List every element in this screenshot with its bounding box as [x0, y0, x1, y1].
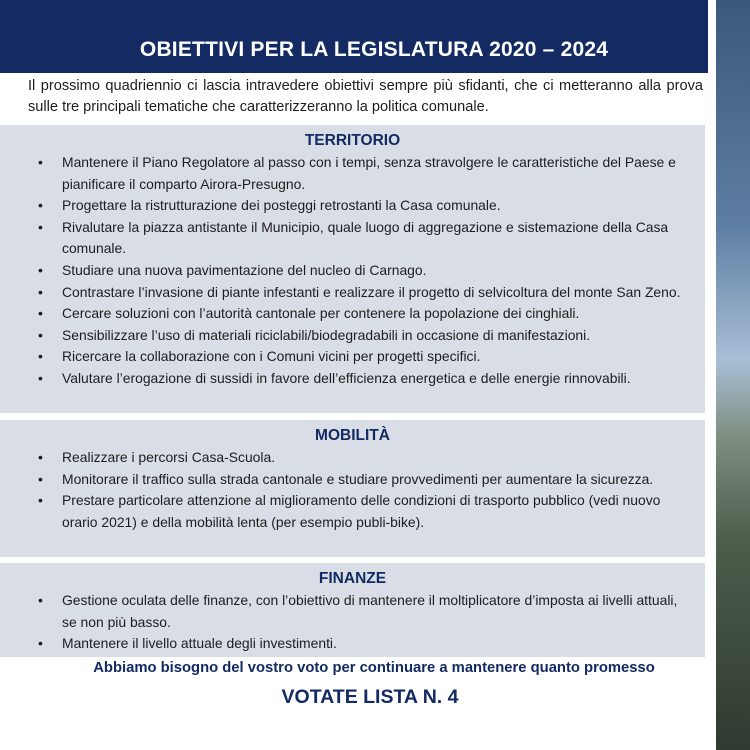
intro-paragraph: Il prossimo quadriennio ci lascia intravedere obiettivi sempre più sfidanti, che ci metteranno alla prova sulle tre principali tematiche che caratterizzeranno la politica comunale. [28, 78, 703, 115]
photo-strip [708, 0, 750, 750]
list-item: • Realizzare i percorsi Casa-Scuola. [38, 447, 695, 469]
section-finanze [0, 563, 705, 657]
closing-statement: Abbiamo bisogno del vostro voto per continuare a mantenere quanto promesso [93, 660, 655, 676]
list-item: • Studiare una nuova pavimentazione del nucleo di Carnago. [38, 260, 695, 282]
section-title-finanze: FINANZE [318, 570, 387, 587]
section-title-mobilita: MOBILITÀ [315, 427, 390, 444]
strip-gap [708, 0, 716, 750]
list-item: • Gestione oculata delle finanze, con l’obiettivo di mantenere il moltiplicatore d’imposta ai livelli attuali, se non più basso. [38, 590, 695, 633]
territorio-list [0, 152, 705, 390]
finanze-list [0, 590, 705, 655]
list-item: • Sensibilizzare l’uso di materiali riciclabili/biodegradabili in occasione di manifestazioni. [38, 325, 695, 347]
section-mobilita [0, 420, 705, 557]
list-item: • Prestare particolare attenzione al miglioramento delle condizioni di trasporto pubblico (vedi nuovo orario 2021) e della mobilità lenta (per esempio publi-bike). [38, 490, 695, 533]
header-band [0, 0, 708, 73]
list-item: • Mantenere il Piano Regolatore al passo con i tempi, senza stravolgere le caratteristiche del Paese e pianificare il comparto Airora-Presugno. [38, 152, 695, 195]
list-item: • Monitorare il traffico sulla strada cantonale e studiare provvedimenti per aumentare la sicurezza. [38, 469, 695, 491]
section-title-territorio: TERRITORIO [304, 132, 401, 149]
list-item: • Valutare l’erogazione di sussidi in favore dell’efficienza energetica e delle energie rinnovabili. [38, 368, 695, 390]
section-territorio [0, 125, 705, 413]
list-item: • Rivalutare la piazza antistante il Municipio, quale luogo di aggregazione e sistemazione della Casa comunale. [38, 217, 695, 260]
list-item: • Mantenere il livello attuale degli investimenti. [38, 633, 695, 655]
list-item: • Ricercare la collaborazione con i Comuni vicini per progetti specifici. [38, 346, 695, 368]
page-title: OBIETTIVI PER LA LEGISLATURA 2020 – 2024 [139, 38, 609, 61]
list-item: • Contrastare l’invasione di piante infestanti e realizzare il progetto di selvicoltura del monte San Zeno. [38, 282, 695, 304]
list-item: • Progettare la ristrutturazione dei posteggi retrostanti la Casa comunale. [38, 195, 695, 217]
mobilita-list [0, 447, 705, 533]
vote-call: VOTATE LISTA N. 4 [281, 686, 459, 708]
list-item: • Cercare soluzioni con l’autorità cantonale per contenere la popolazione dei cinghiali. [38, 303, 695, 325]
